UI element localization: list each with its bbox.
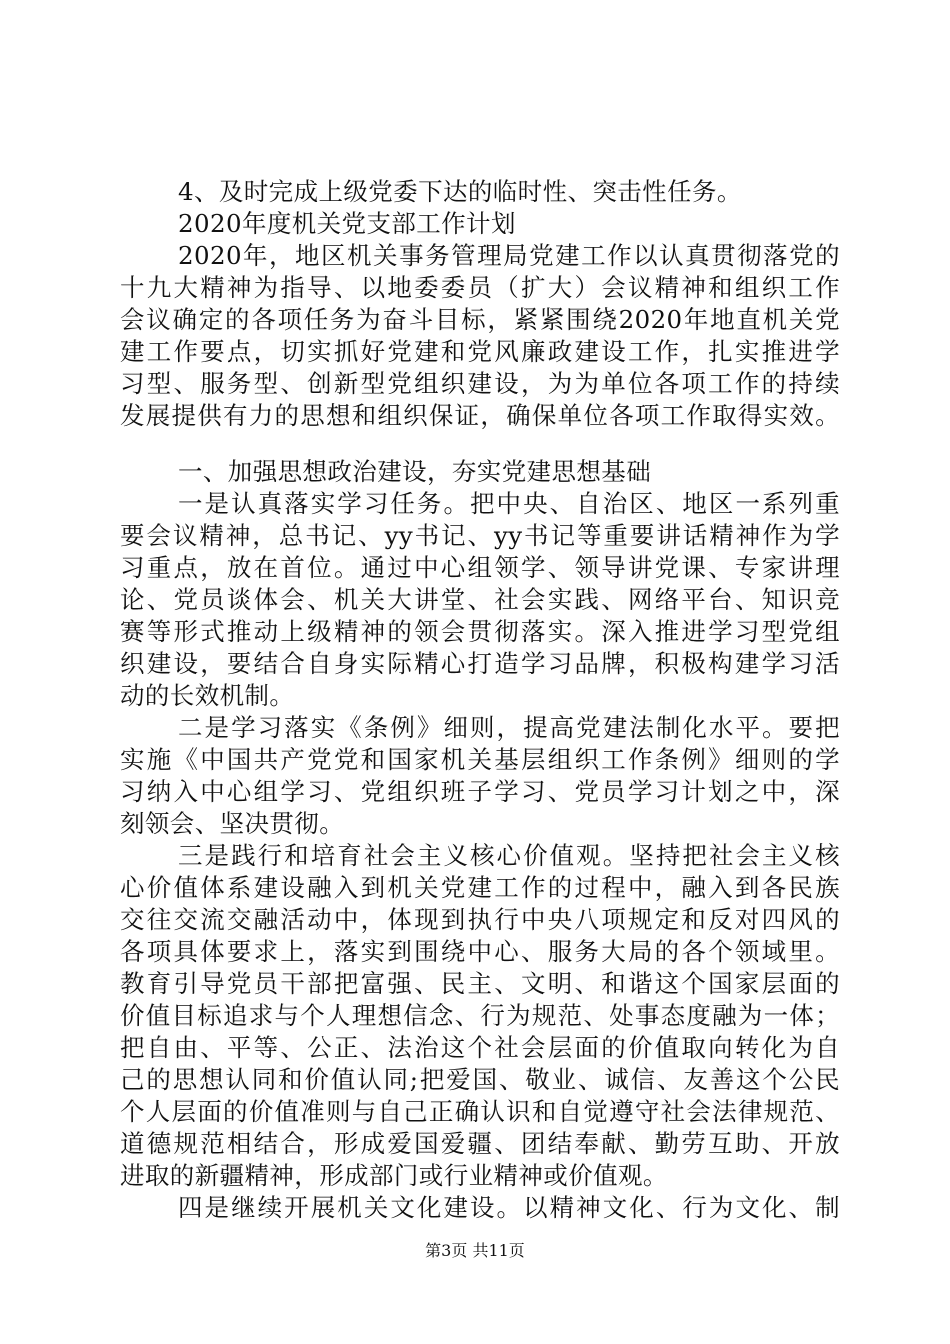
paragraph-line: 建工作要点，切实抓好党建和党风廉政建设工作，扎实推进学 [120,337,840,366]
paragraph-line: 进取的新疆精神，形成部门或行业精神或价值观。 [120,1161,668,1190]
paragraph-line: 会议确定的各项任务为奋斗目标，紧紧围绕2020年地直机关党 [120,305,840,334]
paragraph-line: 织建设，要结合自身实际精心打造学习品牌，积极构建学习活 [120,649,840,678]
paragraph-line: 2020年，地区机关事务管理局党建工作以认真贯彻落党的 [178,241,840,270]
paragraph-line: 心价值体系建设融入到机关党建工作的过程中，融入到各民族 [120,873,840,902]
paragraph-line: 赛等形式推动上级精神的领会贯彻落实。深入推进学习型党组 [120,617,840,646]
paragraph-line: 4、及时完成上级党委下达的临时性、突击性任务。 [178,177,742,206]
page-number-footer: 第3页 共11页 [425,1241,525,1260]
paragraph-line: 三是践行和培育社会主义核心价值观。坚持把社会主义核 [178,841,840,870]
paragraph-line: 道德规范相结合，形成爱国爱疆、团结奉献、勤劳互助、开放 [120,1129,840,1158]
paragraph-line: 把自由、平等、公正、法治这个社会层面的价值取向转化为自 [120,1033,840,1062]
paragraph-line: 发展提供有力的思想和组织保证，确保单位各项工作取得实效。 [120,401,840,430]
paragraph-line: 论、党员谈体会、机关大讲堂、社会实践、网络平台、知识竞 [120,585,840,614]
paragraph-line: 习型、服务型、创新型党组织建设，为为单位各项工作的持续 [120,369,840,398]
paragraph-line: 一是认真落实学习任务。把中央、自治区、地区一系列重 [178,489,840,518]
paragraph-line: 十九大精神为指导、以地委委员（扩大）会议精神和组织工作 [120,273,840,302]
paragraph-line: 二是学习落实《条例》细则，提高党建法制化水平。要把 [178,713,840,742]
paragraph-line: 刻领会、坚决贯彻。 [120,809,345,838]
paragraph-line: 教育引导党员干部把富强、民主、文明、和谐这个国家层面的 [120,969,840,998]
section-heading: 2020年度机关党支部工作计划 [178,209,516,238]
paragraph-line: 交往交流交融活动中，体现到执行中央八项规定和反对四风的 [120,905,840,934]
paragraph-line: 习重点，放在首位。通过中心组领学、领导讲党课、专家讲理 [120,553,840,582]
paragraph-line: 价值目标追求与个人理想信念、行为规范、处事态度融为一体； [120,1001,840,1030]
paragraph-line: 习纳入中心组学习、党组织班子学习、党员学习计划之中，深 [120,777,840,806]
paragraph-line: 个人层面的价值准则与自己正确认识和自觉遵守社会法律规范、 [120,1097,840,1126]
paragraph-line: 实施《中国共产党党和国家机关基层组织工作条例》细则的学 [120,745,840,774]
paragraph-line: 各项具体要求上，落实到围绕中心、服务大局的各个领域里。 [120,937,840,966]
paragraph-line: 四是继续开展机关文化建设。以精神文化、行为文化、制 [178,1193,840,1222]
paragraph-line: 己的思想认同和价值认同;把爱国、敬业、诚信、友善这个公民 [120,1065,840,1094]
section-heading: 一、加强思想政治建设，夯实党建思想基础 [178,457,652,486]
paragraph-line: 要会议精神，总书记、yy书记、yy书记等重要讲话精神作为学 [120,521,840,550]
paragraph-line: 动的长效机制。 [120,681,295,710]
